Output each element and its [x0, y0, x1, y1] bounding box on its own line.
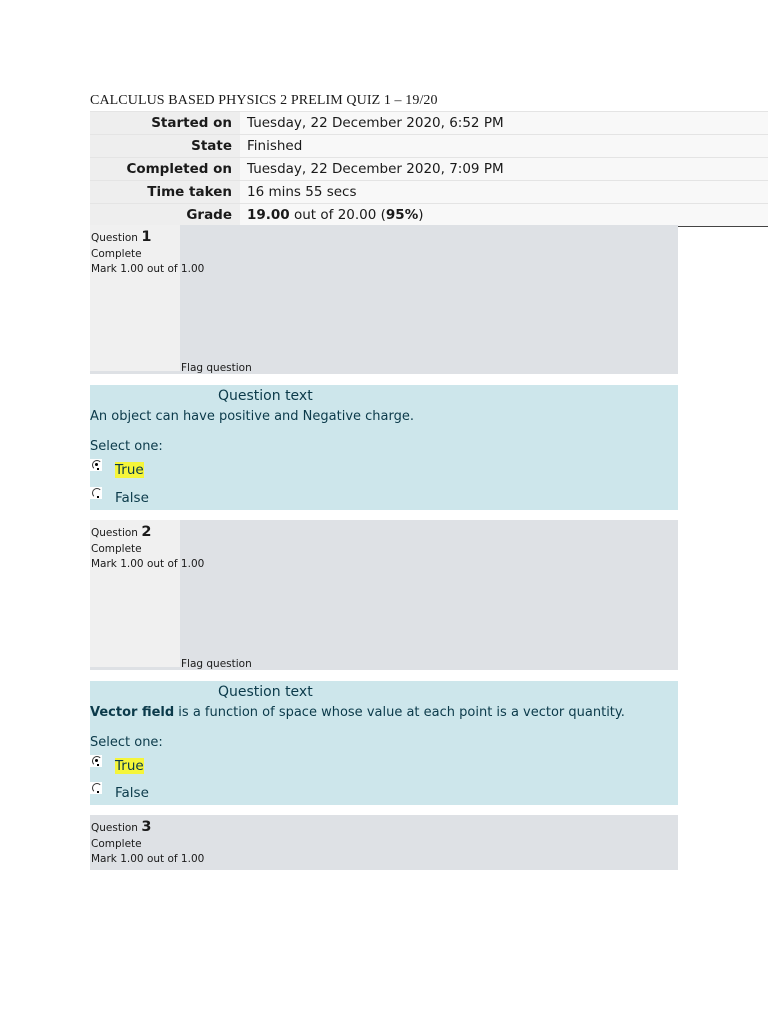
- select-one-prompt: Select one:: [90, 439, 163, 454]
- question-status: Complete: [91, 247, 142, 260]
- summary-row-grade: [90, 204, 768, 227]
- radio-unselected[interactable]: [90, 487, 102, 499]
- question-info-panel: [90, 520, 678, 670]
- grade-score: 19.00: [247, 207, 290, 223]
- attempt-summary-table: [90, 111, 768, 227]
- summary-value: Tuesday, 22 December 2020, 6:52 PM: [240, 112, 768, 135]
- summary-label: Time taken: [90, 181, 240, 204]
- question-text: [90, 409, 414, 424]
- question-prefix: Question: [91, 232, 142, 244]
- question-number: [91, 525, 204, 542]
- grade-percent: 95%: [385, 207, 419, 223]
- answer-label: True: [115, 758, 144, 774]
- summary-label: State: [90, 135, 240, 158]
- page-title: CALCULUS BASED PHYSICS 2 PRELIM QUIZ 1 – 19/20: [90, 93, 438, 108]
- question-mark: Mark 1.00 out of 1.00: [91, 853, 205, 865]
- summary-value: 16 mins 55 secs: [240, 181, 768, 204]
- summary-row-time-taken: [90, 181, 768, 204]
- question-content-panel: [90, 681, 678, 805]
- answer-label: False: [115, 785, 149, 801]
- grade-close: ): [418, 207, 424, 223]
- question-text-bold: Vector field: [90, 705, 175, 720]
- summary-row-started: [90, 112, 768, 135]
- answer-label: True: [115, 462, 144, 478]
- question-mark: Mark 1.00 out of 1.00: [91, 558, 205, 570]
- grade-value: [240, 204, 768, 227]
- answer-label: False: [115, 490, 149, 506]
- flag-question-link[interactable]: Flag question: [181, 362, 252, 374]
- summary-label: Completed on: [90, 158, 240, 181]
- summary-value: Tuesday, 22 December 2020, 7:09 PM: [240, 158, 768, 181]
- answer-option-true[interactable]: [90, 755, 390, 775]
- question-meta: [91, 525, 204, 573]
- summary-label: Started on: [90, 112, 240, 135]
- question-content-panel: [90, 385, 678, 510]
- question-text-heading: Question text: [218, 388, 313, 404]
- question-meta: [91, 820, 204, 868]
- question-info-panel: [90, 225, 678, 374]
- summary-label: Grade: [90, 204, 240, 227]
- flag-question-link[interactable]: Flag question: [181, 658, 252, 670]
- summary-value: Finished: [240, 135, 768, 158]
- question-text-heading: Question text: [218, 684, 313, 700]
- radio-unselected[interactable]: [90, 782, 102, 794]
- question-status: Complete: [91, 542, 142, 555]
- question-number: [91, 820, 204, 837]
- question-text-body: An object can have positive and Negative charge.: [90, 409, 415, 424]
- radio-selected[interactable]: [90, 755, 102, 767]
- summary-row-state: [90, 135, 768, 158]
- select-one-prompt: Select one:: [90, 735, 163, 750]
- question-text: [90, 705, 625, 720]
- question-number-value: 3: [141, 819, 152, 835]
- question-number-value: 1: [141, 229, 152, 245]
- summary-row-completed: [90, 158, 768, 181]
- question-number: [91, 230, 204, 247]
- answer-option-true[interactable]: [90, 459, 390, 479]
- radio-selected[interactable]: [90, 459, 102, 471]
- question-prefix: Question: [91, 527, 142, 539]
- question-status: Complete: [91, 837, 142, 850]
- question-prefix: Question: [91, 822, 142, 834]
- question-info-panel: [90, 815, 678, 870]
- question-meta: [91, 230, 204, 278]
- answer-option-false[interactable]: [90, 782, 390, 802]
- question-text-body: is a function of space whose value at each point is a vector quantity.: [174, 705, 625, 720]
- grade-out-of: out of 20.00 (: [289, 207, 386, 223]
- answer-option-false[interactable]: [90, 487, 390, 507]
- question-number-value: 2: [141, 524, 152, 540]
- question-mark: Mark 1.00 out of 1.00: [91, 263, 205, 275]
